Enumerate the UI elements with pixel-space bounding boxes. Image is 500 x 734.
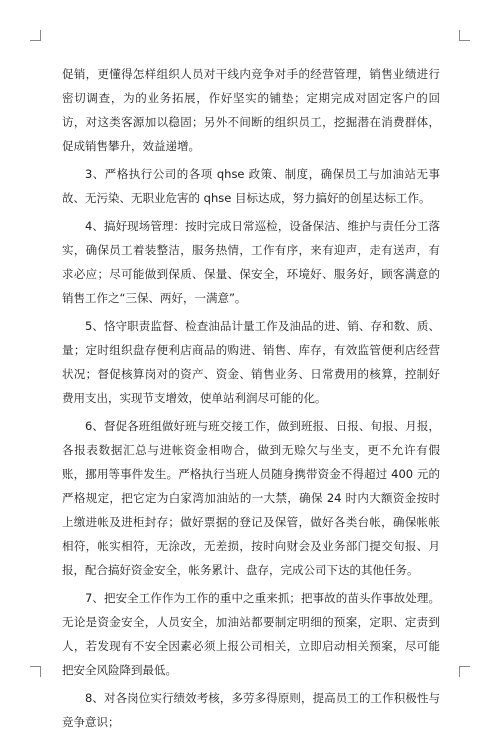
document-body [62,62,440,734]
crop-mark-bottom-left [30,666,41,677]
paragraph-item-8: 8、对各岗位实行绩效考核，多劳多得原则，提高员工的工作积极性与竞争意识； [62,691,440,729]
paragraph-item-7: 7、把安全工作作为工作的重中之重来抓；把事故的苗头作事故处理。无论是资金安全，人员安全，加油站都要制定明细的预案，定职、定责到人，若发现有不安全因素必须上报公司相关，立即启动相关预案，尽可能把安全风险降到最低。 [62,591,440,677]
paragraph-item-6: 6、督促各班组做好班与班交接工作，做到班报、日报、旬报、月报，各报表数据汇总与进帐资金相吻合，做到无赊欠与坐支，更不允许有假账，挪用等事件发生。严格执行当班人员随身携带资金不得超过 400 元的严格规定，把它定为白家湾加油站的一大禁，确保 24 时内大额资金按时上缴进帐及进柜封存；做好票据的登记及保管，做好各类台帐，确保帐帐相符，帐实相符，无涂改，无差损，按时向财会及业务部门提交旬报、月报，配合搞好资金安全，帐务累计、盘存，完成公司下达的其他任务。 [62,419,440,577]
paragraph-continued: 促销，更懂得怎样组织人员对干线内竞争对手的经营管理，销售业绩进行密切调查，为的业务拓展，作好坚实的铺垫；定期完成对固定客户的回访，对这类客源加以稳固；另外不间断的组织员工，挖掘潜在消费群体，促成销售攀升，效益递增。 [62,67,440,153]
crop-mark-top-left [30,30,41,41]
crop-mark-bottom-right [459,666,470,677]
crop-mark-top-right [459,30,470,41]
paragraph-item-3: 3、严格执行公司的各项 qhse 政策、制度，确保员工与加油站无事故、无污染、无职业危害的 qhse 目标达成，努力搞好的创星达标工作。 [62,167,440,205]
paragraph-item-5: 5、恪守职责监督、检查油品计量工作及油品的进、销、存和数、质、量；定时组织盘存便利店商品的购进、销售、库存，有效监管便利店经营状况；督促核算岗对的资产、资金、销售业务、日常费用的核算，控制好费用支出，实现节支增效，使单站利润尽可能的化。 [62,319,440,405]
paragraph-item-4: 4、搞好现场管理：按时完成日常巡检，设备保洁、维护与责任分工落实，确保员工着装整洁，服务热情，工作有序，来有迎声，走有送声，有求必应；尽可能做到保质、保量、保安全，环境好、服务好，顾客满意的销售工作之“三保、两好，一满意”。 [62,219,440,305]
